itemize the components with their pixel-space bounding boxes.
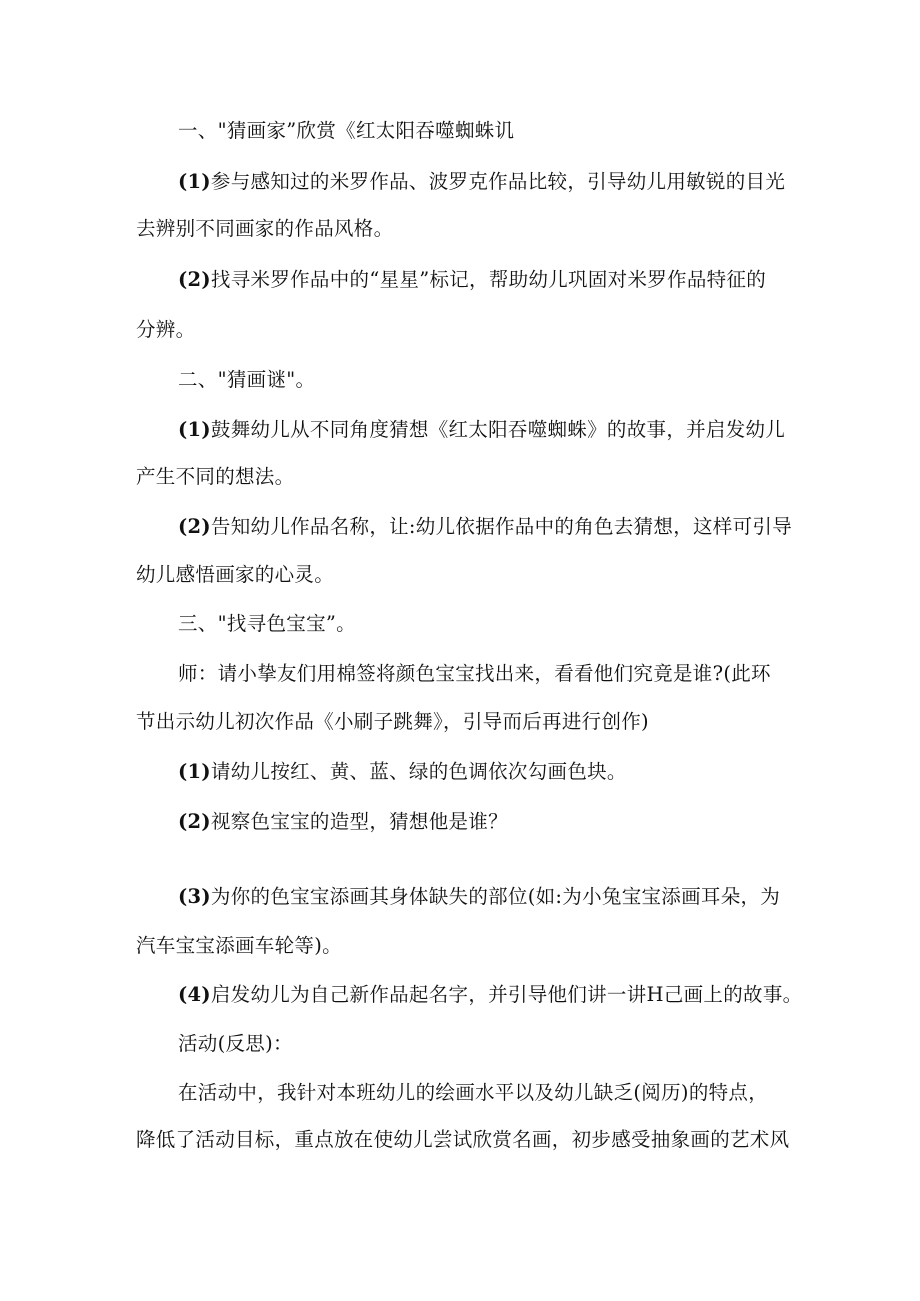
- line-text: 降低了活动目标，重点放在使幼儿尝试欣赏名画，初步感受抽象画的艺术风: [136, 1128, 790, 1151]
- item-number: (3): [178, 885, 211, 908]
- item-number: (4): [178, 983, 211, 1006]
- line-text: 幼儿感悟画家的心灵。: [136, 563, 335, 586]
- line-text: 参与感知过的米罗作品、波罗克作品比较，引导幼儿用敏锐的目光: [210, 170, 786, 193]
- paragraph-line: [136, 318, 195, 341]
- line-text: 一、"猜画家”欣赏《红太阳吞噬蜘蛛讥: [178, 119, 515, 142]
- line-text: 为你的色宝宝添画其身体缺失的部位(如:为小兔宝宝添画耳朵，为: [210, 885, 781, 908]
- section-heading-reflection: [178, 1032, 293, 1055]
- item-number: (2): [178, 268, 211, 291]
- line-text: 请幼儿按红、黄、蓝、绿的色调依次勾画色块。: [210, 760, 627, 783]
- line-text: 活动(反思)：: [178, 1032, 293, 1055]
- line-text: 在活动中，我针对本班幼儿的绘画水平以及幼儿缺乏(阅历)的特点，: [178, 1081, 769, 1104]
- line-text: 师：请小挚友们用棉签将颜色宝宝找出来，看看他们究竟是谁?(此环: [178, 662, 771, 685]
- line-text: 鼓舞幼儿从不同角度猜想《红太阳吞噬蜘蛛》的故事，并启发幼儿: [210, 418, 786, 441]
- line-text: 找寻米罗作品中的“星星”标记，帮助幼儿巩固对米罗作品特征的: [210, 268, 767, 291]
- list-item: [178, 983, 802, 1006]
- line-text: 视察色宝宝的造型，猜想他是谁？: [210, 810, 508, 833]
- paragraph-line: [136, 465, 294, 488]
- item-number: (1): [178, 418, 211, 441]
- section-heading-3: [178, 612, 356, 635]
- line-text: 分辨。: [136, 318, 196, 341]
- paragraph-line: [136, 934, 342, 957]
- paragraph-line: [136, 217, 393, 240]
- section-heading-2: [178, 368, 315, 391]
- list-item: [178, 885, 780, 908]
- paragraph-line: [178, 1081, 768, 1104]
- line-text: 告知幼儿作品名称，让:幼儿依据作品中的角色去猜想，这样可引导: [210, 515, 792, 538]
- line-text: 去辨别不同画家的作品风格。: [136, 217, 394, 240]
- section-heading-1: [178, 119, 514, 142]
- list-item: [178, 170, 785, 193]
- item-number: (1): [178, 760, 211, 783]
- list-item: [178, 760, 627, 783]
- line-text: 二、"猜画谜"。: [178, 368, 316, 391]
- line-text: 产生不同的想法。: [136, 465, 295, 488]
- paragraph-line: [136, 710, 649, 733]
- line-text: 节出示幼儿初次作品《小刷子跳舞》，引导而后再进行创作): [136, 710, 649, 733]
- line-text: 三、"找寻色宝宝”。: [178, 612, 356, 635]
- paragraph-line: [178, 662, 771, 685]
- paragraph-line: [136, 1128, 789, 1151]
- list-item: [178, 268, 766, 291]
- line-text: 汽车宝宝添画车轮等)。: [136, 934, 342, 957]
- item-number: (2): [178, 810, 211, 833]
- item-number: (1): [178, 170, 211, 193]
- list-item: [178, 810, 508, 833]
- paragraph-line: [136, 563, 334, 586]
- item-number: (2): [178, 515, 211, 538]
- line-text: 启发幼儿为自己新作品起名字，并引导他们讲一讲H己画上的故事。: [210, 983, 803, 1006]
- list-item: [178, 418, 785, 441]
- list-item: [178, 515, 792, 538]
